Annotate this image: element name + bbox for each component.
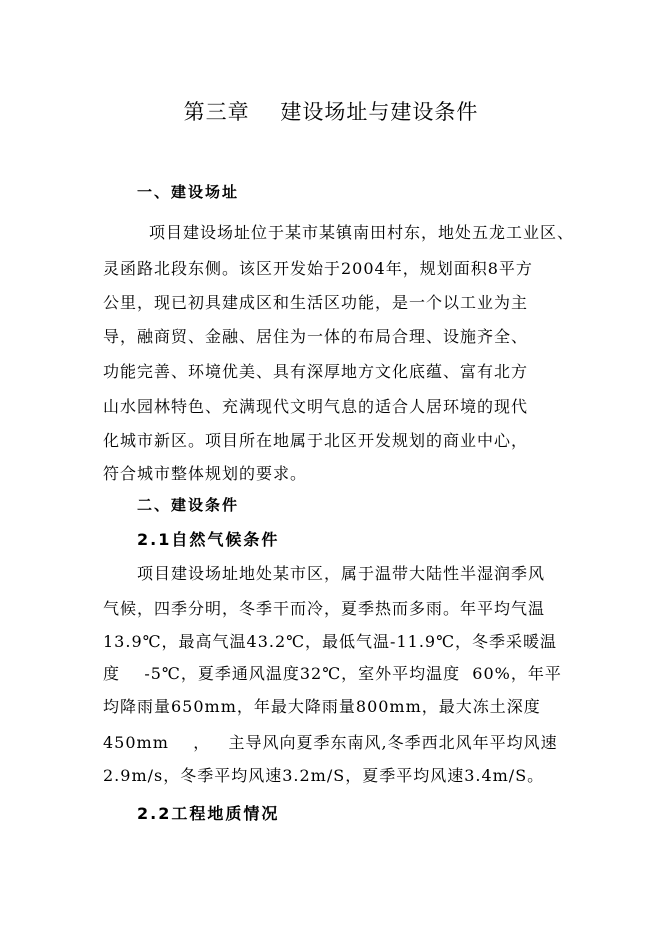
paragraph-line: 度 -5℃，夏季通风温度32℃，室外平均温度 60%，年平 <box>103 664 562 683</box>
paragraph-line: 化城市新区。项目所在地属于北区开发规划的商业中心， <box>103 431 529 450</box>
paragraph-line: 均降雨量650mm，年最大降雨量800mm，最大冻土深度 <box>103 697 541 716</box>
subsection-heading-climate: 2.1自然气候条件 <box>137 530 280 549</box>
section-heading-site: 一、建设场址 <box>137 183 240 201</box>
paragraph-line: 13.9℃，最高气温43.2℃，最低气温-11.9℃，冬季采暖温 <box>103 632 557 651</box>
paragraph-line: 灵函路北段东侧。该区开发始于2004年，规划面积8平方 <box>103 259 533 278</box>
paragraph-line: 450mm ， 主导风向夏季东南风,冬季西北风年平均风速 <box>103 733 558 752</box>
paragraph-line: 项目建设场址地处某市区，属于温带大陆性半湿润季风 <box>137 564 546 583</box>
paragraph-line: 气候，四季分明，冬季干而冷，夏季热而多雨。年平均气温 <box>103 599 546 618</box>
paragraph-line: 山水园林特色、充满现代文明气息的适合人居环境的现代 <box>103 397 529 416</box>
paragraph-line: 导，融商贸、金融、居住为一体的布局合理、设施齐全、 <box>103 327 529 346</box>
chapter-title: 第三章 建设场址与建设条件 <box>183 100 479 124</box>
paragraph-line: 公里，现已初具建成区和生活区功能，是一个以工业为主 <box>103 293 529 312</box>
subsection-heading-geology: 2.2工程地质情况 <box>137 804 280 823</box>
paragraph-line: 项目建设场址位于某市某镇南田村东，地处五龙工业区、 <box>149 223 575 242</box>
paragraph-line: 功能完善、环境优美、具有深厚地方文化底蕴、富有北方 <box>103 362 529 381</box>
paragraph-line: 2.9m/s，冬季平均风速3.2m/S，夏季平均风速3.4m/S。 <box>103 766 545 785</box>
section-heading-conditions: 二、建设条件 <box>137 496 240 514</box>
paragraph-line: 符合城市整体规划的要求。 <box>103 464 308 483</box>
